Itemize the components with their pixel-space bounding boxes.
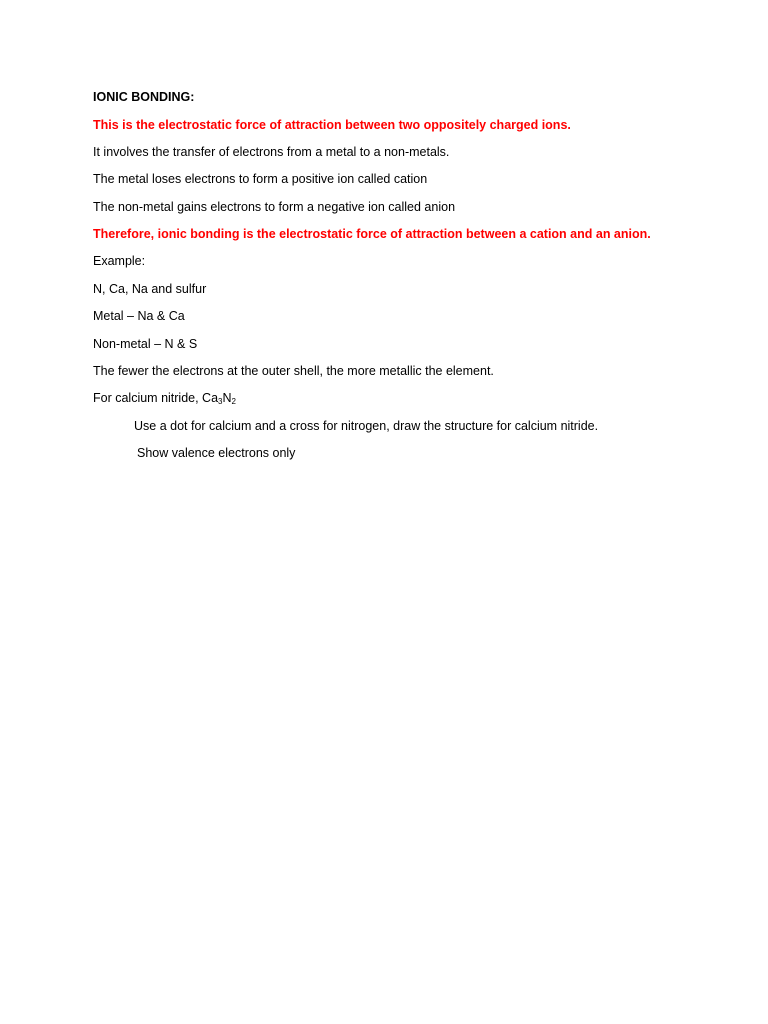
nitrogen-symbol: N bbox=[222, 391, 232, 405]
conclusion-text: Therefore, ionic bonding is the electrostatic force of attraction between a cation and an anion. bbox=[93, 227, 651, 241]
calcium-subscript: 3 bbox=[218, 397, 223, 406]
document-heading: IONIC BONDING: bbox=[93, 90, 195, 104]
metals-text: Metal – Na & Ca bbox=[93, 309, 185, 323]
transfer-text: It involves the transfer of electrons from a metal to a non-metals. bbox=[93, 145, 450, 159]
example-label: Example: bbox=[93, 254, 146, 268]
valence-note: Show valence electrons only bbox=[137, 446, 296, 460]
calcium-nitride-prefix: For calcium nitride, Ca bbox=[93, 391, 219, 405]
anion-text: The non-metal gains electrons to form a negative ion called anion bbox=[93, 200, 456, 214]
cation-text: The metal loses electrons to form a positive ion called cation bbox=[93, 172, 428, 186]
non-metals-text: Non-metal – N & S bbox=[93, 337, 198, 351]
definition-text: This is the electrostatic force of attraction between two oppositely charged ions. bbox=[93, 118, 571, 132]
calcium-nitride-line bbox=[93, 390, 236, 406]
nitrogen-subscript: 2 bbox=[231, 397, 236, 406]
example-elements: N, Ca, Na and sulfur bbox=[93, 282, 207, 296]
instruction-text: Use a dot for calcium and a cross for nitrogen, draw the structure for calcium nitride. bbox=[134, 419, 599, 433]
metallic-rule-text: The fewer the electrons at the outer shell, the more metallic the element. bbox=[93, 364, 494, 378]
